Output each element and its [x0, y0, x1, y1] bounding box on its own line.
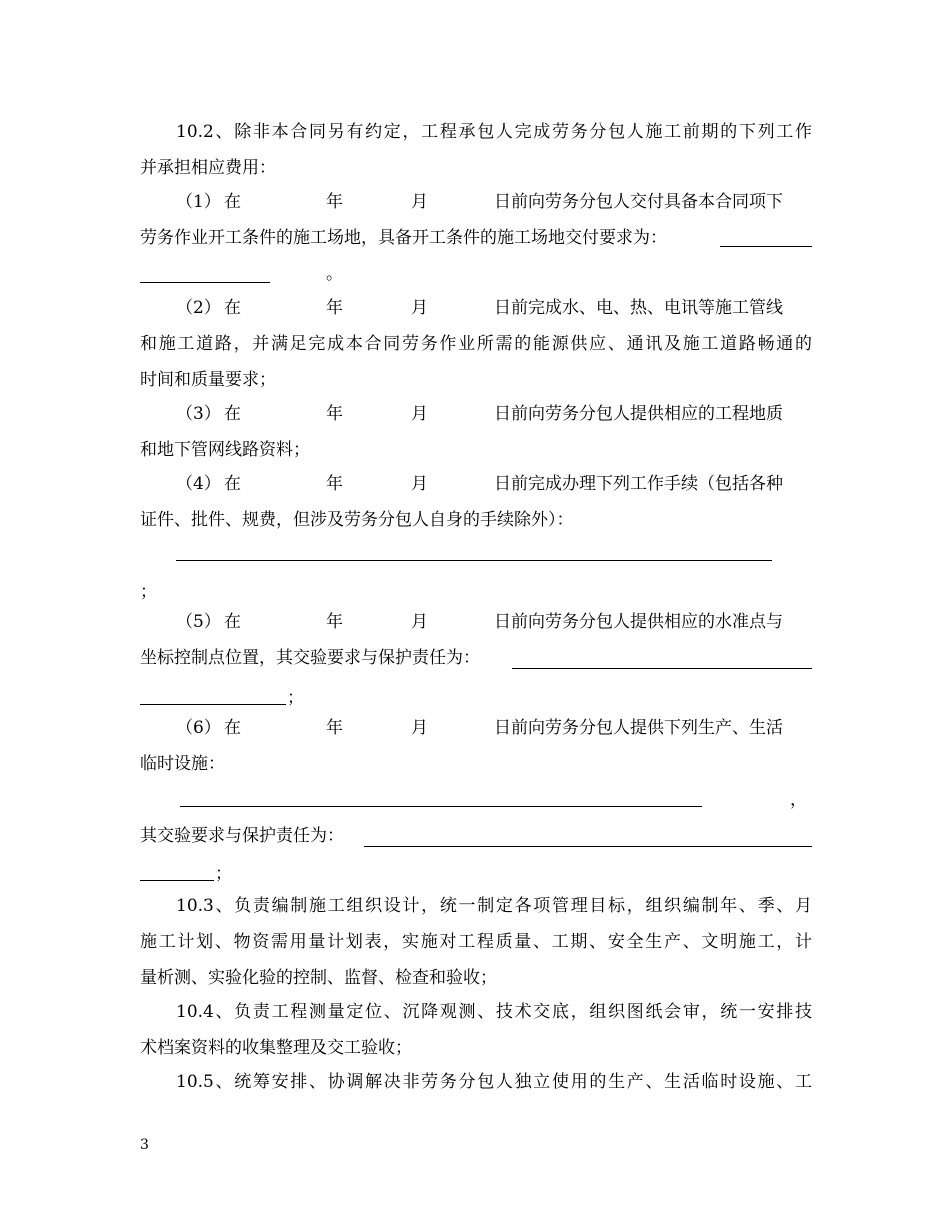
item-4-in: 在 [224, 474, 241, 494]
item-5-blank-a [512, 668, 812, 669]
item-4-end: ； [140, 582, 157, 602]
item-3-year: 年 [326, 404, 343, 424]
item-6-line-3: 其交验要求与保护责任为： [140, 826, 344, 846]
item-3-date-line [176, 396, 812, 432]
clause-10-3-line-3: 量析测、实验化验的控制、监督、检查和验收； [140, 968, 497, 988]
item-6-end: ； [215, 864, 232, 884]
item-3-month: 月 [411, 404, 428, 424]
item-6-in: 在 [224, 718, 241, 738]
item-6-date-line [176, 710, 812, 746]
item-1-number: （1） [176, 192, 221, 212]
item-2-date-line [176, 290, 812, 326]
item-2-number: （2） [176, 298, 221, 318]
item-6-month: 月 [411, 718, 428, 738]
item-6-rest: 日前向劳务分包人提供下列生产、生活 [494, 718, 783, 738]
item-2-rest: 日前完成水、电、热、电讯等施工管线 [494, 298, 783, 318]
item-4-rest: 日前完成办理下列工作手续（包括各种 [494, 474, 783, 494]
item-5-in: 在 [224, 612, 241, 632]
item-2-in: 在 [224, 298, 241, 318]
page-number: 3 [140, 1137, 149, 1153]
item-1-in: 在 [224, 192, 241, 212]
item-5-end: ； [287, 688, 304, 708]
item-1-year: 年 [326, 192, 343, 212]
item-5-month: 月 [411, 612, 428, 632]
item-6-blank-a [180, 806, 702, 807]
item-4-number: （4） [176, 474, 221, 494]
item-1-blank-a [720, 246, 812, 247]
item-1-date-line [176, 184, 812, 220]
item-4-blank [176, 560, 772, 561]
item-6-year: 年 [326, 718, 343, 738]
item-5-line-2: 坐标控制点位置，其交验要求与保护责任为： [140, 648, 480, 668]
item-6-blank-b [364, 846, 812, 847]
item-3-number: （3） [176, 404, 221, 424]
item-4-month: 月 [411, 474, 428, 494]
item-1-line-2: 劳务作业开工条件的施工场地，具备开工条件的施工场地交付要求为： [140, 228, 667, 248]
clause-10-3-line-1: 10.3、负责编制施工组织设计，统一制定各项管理目标，组织编制年、季、月 [176, 896, 812, 916]
item-1-month: 月 [411, 192, 428, 212]
clause-10-2-line-1: 10.2、除非本合同另有约定，工程承包人完成劳务分包人施工前期的下列工作 [176, 122, 812, 142]
item-2-month: 月 [411, 298, 428, 318]
item-1-end: 。 [326, 264, 343, 284]
item-5-blank-b [140, 704, 286, 705]
clause-10-4-line-1: 10.4、负责工程测量定位、沉降观测、技术交底，组织图纸会审，统一安排技 [176, 1002, 812, 1022]
item-6-comma: ， [790, 790, 807, 810]
item-3-line-2: 和地下管网线路资料； [140, 440, 310, 460]
item-1-rest: 日前向劳务分包人交付具备本合同项下 [494, 192, 783, 212]
item-3-rest: 日前向劳务分包人提供相应的工程地质 [494, 404, 783, 424]
clause-10-4-line-2: 术档案资料的收集整理及交工验收； [140, 1038, 412, 1058]
clause-10-5-line-1: 10.5、统筹安排、协调解决非劳务分包人独立使用的生产、生活临时设施、工 [176, 1072, 812, 1092]
item-2-line-2: 和施工道路，并满足完成本合同劳务作业所需的能源供应、通讯及施工道路畅通的 [140, 334, 812, 354]
clause-10-2-line-2: 并承担相应费用： [140, 158, 276, 178]
item-4-date-line [176, 466, 812, 502]
item-2-line-3: 时间和质量要求； [140, 370, 276, 390]
item-6-number: （6） [176, 718, 221, 738]
item-1-blank-b [140, 282, 270, 283]
item-4-line-2: 证件、批件、规费，但涉及劳务分包人自身的手续除外）： [140, 510, 574, 530]
item-5-rest: 日前向劳务分包人提供相应的水准点与 [494, 612, 783, 632]
item-3-in: 在 [224, 404, 241, 424]
item-4-year: 年 [326, 474, 343, 494]
item-5-year: 年 [326, 612, 343, 632]
item-6-blank-c [140, 880, 214, 881]
item-2-year: 年 [326, 298, 343, 318]
item-5-date-line [176, 604, 812, 640]
item-5-number: （5） [176, 612, 221, 632]
clause-10-3-line-2: 施工计划、物资需用量计划表，实施对工程质量、工期、安全生产、文明施工，计 [140, 932, 812, 952]
item-6-line-2: 临时设施： [140, 754, 225, 774]
